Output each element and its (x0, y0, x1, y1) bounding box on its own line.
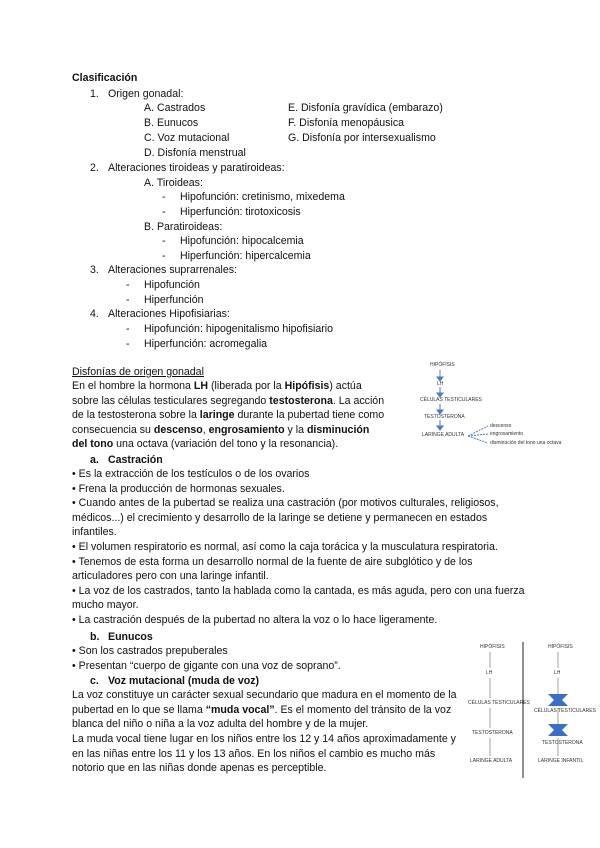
sub-item: Hipofunción (144, 279, 200, 291)
diagram2-node: CÉLULAS TESTICULARES (468, 700, 530, 706)
diagram-node: HIPÓFISIS (430, 362, 455, 368)
diagram2-node: HIPÓFISIS (548, 644, 573, 650)
sub-item: D. Disfonía menstrual (144, 147, 246, 159)
voz-mutacional-paragraph: La voz constituye un carácter sexual secundario que madura en el momento de la pubertad en lo que se llama “muda vocal”. Es el momento del tránsito de la voz blanca del niño o niña a la voz adulta del hombre y de la mujer. (72, 689, 457, 731)
dash: - (126, 294, 130, 306)
sub-item: F. Disfonía menopáusica (288, 117, 405, 129)
bullet-item: • Son los castrados prepuberales (72, 645, 228, 657)
muda-vocal-paragraph: La muda vocal tiene lugar en los niños entre los 12 y 14 años aproximadamente y en las niñas entre los 11 y los 13 años. En los niños el cambio es mucho más notorio que en las niñas donde apenas es perceptible. (72, 733, 456, 775)
list-num: 2. (90, 162, 99, 174)
dash: - (126, 323, 130, 335)
dash: - (126, 338, 130, 350)
bullet-item: • El volumen respiratorio es normal, así como la caja torácica y la musculatura respiratoria. (72, 540, 498, 553)
subsection-title-castracion: Castración (108, 454, 163, 466)
diagram-effect: descenso (490, 423, 512, 429)
diagram-effect: disminución del tono una octava (490, 440, 562, 446)
list-item-hipofisiarias: Alteraciones Hipofisiarias: (108, 308, 230, 320)
dash: - (162, 191, 166, 203)
sub-item: Hipofunción: hipogenitalismo hipofisiario (144, 323, 334, 335)
sub-item: Hiperfunción: tirotoxicosis (180, 206, 301, 218)
diagram2-node: LH (554, 670, 561, 676)
castracion-bullets (72, 467, 532, 628)
sub-item: Hipofunción: hipocalcemia (180, 235, 304, 247)
diagram2-node: TESTOSTERONA (542, 740, 583, 746)
diagram-node: LARINGE ADULTA (422, 432, 465, 438)
hormone-diagram (420, 360, 600, 460)
list-item-tiroideas: Alteraciones tiroideas y paratiroideas: (108, 162, 285, 174)
bullet-item: • Cuando antes de la pubertad se realiza una castración (por motivos culturales, religiosos, médicos...) el crecimiento y desarrollo de la laringe se detiene y permanecen en estados infantiles. (72, 497, 499, 539)
dash: - (162, 250, 166, 262)
diagram2-node: TESTOSTERONA (472, 730, 513, 736)
sub-item: A. Castrados (144, 102, 206, 114)
sub-heading: B. Paratiroideas: (144, 221, 223, 233)
list-item-origen-gonadal: Origen gonadal: (108, 88, 184, 100)
sub-item: G. Disfonía por intersexualismo (288, 132, 436, 144)
diagram2-node: HIPÓFISIS (480, 644, 505, 650)
diagram-effect: engrosamiento (490, 431, 524, 437)
sub-item: Hiperfunción: hipercalcemia (180, 250, 311, 262)
intro-paragraph: En el hombre la hormona LH (liberada por la Hipófisis) actúa sobre las células testiculares segregando testosterona. La acción de la testosterona sobre la laringe durante la pubertad tiene como consecuencia su descenso, engrosamiento y la disminución del tono una octava (variación del tono y la resonancia). (72, 380, 385, 451)
diagram2-node: LARINGE ADULTA (470, 758, 513, 764)
subsection-title-eunucos: Eunucos (108, 631, 153, 643)
castration-diagram (468, 640, 598, 780)
dash: - (126, 279, 130, 291)
bullet-item: • Frena la producción de hormonas sexuales. (72, 482, 285, 495)
dash: - (162, 206, 166, 218)
sub-item: B. Eunucos (144, 117, 199, 129)
diagram2-node: LARINGE INFANTIL (538, 758, 584, 764)
subsection-label: a. (90, 454, 99, 466)
sub-heading: A. Tiroideas: (144, 177, 203, 189)
diagram2-node: LH (486, 670, 493, 676)
diagram-node: TESTOSTERONA (424, 414, 465, 420)
subsection-label: b. (90, 631, 100, 643)
list-num: 4. (90, 308, 99, 320)
bullet-item: • La voz de los castrados, tanto la hablada como la cantada, es más aguda, pero con una fuerza mucho mayor. (72, 584, 525, 612)
subsection-label: c. (90, 675, 99, 687)
diagram2-node: CÉLULAS TESTICULARES (534, 708, 596, 714)
bullet-item: • La castración después de la pubertad no altera la voz o lo hace ligeramente. (72, 613, 438, 626)
diagram-node: LH (437, 381, 444, 387)
sub-item: E. Disfonía gravídica (embarazo) (288, 102, 443, 114)
sub-item: Hiperfunción (144, 294, 204, 306)
eunucos-bullets (72, 644, 462, 673)
bullet-item: • Es la extracción de los testículos o de los ovarios (72, 468, 310, 480)
page-heading: Clasificación (72, 72, 138, 84)
section-title: Disfonías de origen gonadal (72, 366, 204, 378)
diagram-node: CÉLULAS TESTICULARES (420, 397, 482, 403)
bullet-item: • Tenemos de esta forma un desarrollo normal de la fuente de aire subglótico y de los articuladores pero con una laringe infantil. (72, 555, 473, 583)
list-num: 1. (90, 88, 99, 100)
sub-item: Hiperfunción: acromegalia (144, 338, 268, 350)
list-item-suprarrenales: Alteraciones suprarrenales: (108, 264, 237, 276)
list-num: 3. (90, 264, 99, 276)
sub-item: Hipofunción: cretinismo, mixedema (180, 191, 345, 203)
bullet-item: • Presentan “cuerpo de gigante con una voz de soprano”. (72, 659, 341, 672)
dash: - (162, 235, 166, 247)
sub-item: C. Voz mutacional (144, 132, 230, 144)
subsection-title-voz-mutacional: Voz mutacional (muda de voz) (108, 675, 260, 687)
